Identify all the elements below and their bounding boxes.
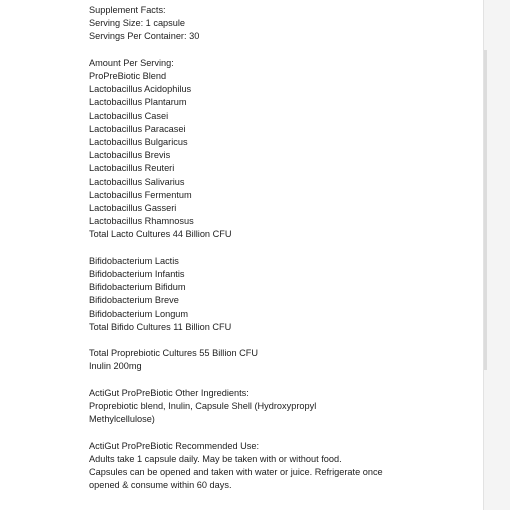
bifido-total: Total Bifido Cultures 11 Billion CFU [89, 321, 232, 332]
lacto-strain: Lactobacillus Reuteri [89, 163, 175, 174]
lacto-strain: Lactobacillus Salivarius [89, 176, 185, 187]
bifido-strain: Bifidobacterium Longum [89, 308, 189, 319]
use-line: Adults take 1 capsule daily. May be taken with or without food. [89, 453, 342, 464]
supplement-facts-text [89, 4, 469, 492]
spacer [89, 374, 469, 387]
lacto-strain: Lactobacillus Paracasei [89, 123, 186, 134]
spacer [89, 334, 469, 347]
lacto-strain: Lactobacillus Bulgaricus [89, 137, 188, 148]
serving-size: Serving Size: 1 capsule [89, 18, 186, 29]
servings-per-container: Servings Per Container: 30 [89, 31, 200, 42]
spacer [89, 44, 469, 57]
vertical-scrollbar[interactable] [483, 0, 510, 510]
facts-heading: Supplement Facts: [89, 5, 166, 15]
lacto-strain: Lactobacillus Plantarum [89, 97, 187, 108]
proprebiotic-total: Total Proprebiotic Cultures 55 Billion CFU [89, 348, 259, 359]
blend-name: ProPreBiotic Blend [89, 71, 167, 81]
spacer [89, 426, 469, 439]
use-line: opened & consume within 60 days. [89, 480, 232, 491]
amount-heading: Amount Per Serving: [89, 57, 174, 68]
ingredients-heading: ActiGut ProPreBiotic Other Ingredients: [89, 387, 249, 398]
bifido-strain: Bifidobacterium Lactis [89, 255, 179, 266]
lacto-total: Total Lacto Cultures 44 Billion CFU [89, 229, 232, 240]
use-line: Capsules can be opened and taken with water or juice. Refrigerate once [89, 467, 383, 478]
spacer [89, 242, 469, 255]
lacto-strain: Lactobacillus Brevis [89, 150, 171, 161]
use-heading: ActiGut ProPreBiotic Recommended Use: [89, 440, 260, 451]
bifido-strain: Bifidobacterium Breve [89, 295, 179, 306]
ingredients-line: Proprebiotic blend, Inulin, Capsule Shell (Hydroxypropyl [89, 401, 317, 412]
bifido-strain: Bifidobacterium Infantis [89, 269, 185, 280]
lacto-strain: Lactobacillus Gasseri [89, 203, 177, 214]
lacto-strain: Lactobacillus Casei [89, 110, 169, 121]
lacto-strain: Lactobacillus Fermentum [89, 189, 192, 200]
lacto-strain: Lactobacillus Rhamnosus [89, 216, 194, 227]
scrollbar-thumb[interactable] [484, 50, 487, 370]
inulin-amount: Inulin 200mg [89, 361, 142, 372]
ingredients-line: Methylcellulose) [89, 414, 155, 425]
lacto-strain: Lactobacillus Acidophilus [89, 84, 192, 95]
bifido-strain: Bifidobacterium Bifidum [89, 282, 186, 293]
